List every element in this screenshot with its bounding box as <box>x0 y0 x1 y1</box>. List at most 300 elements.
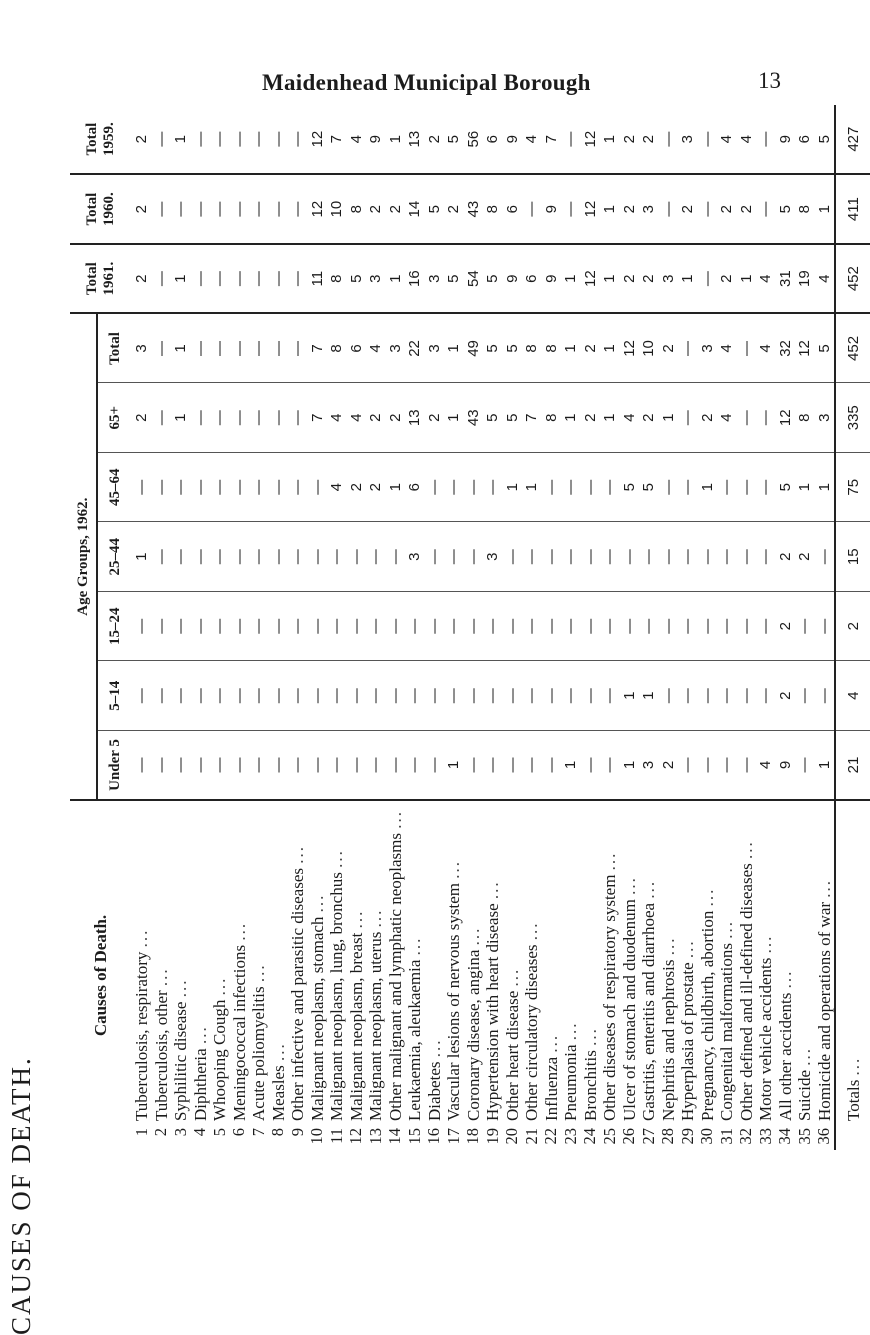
value-cell: 4 <box>737 105 757 175</box>
row-number: 21 <box>521 1128 541 1145</box>
row-number: 31 <box>716 1128 736 1145</box>
value-cell: — <box>756 383 776 453</box>
value-cell: 4 <box>756 730 776 800</box>
value-cell: — <box>249 105 269 175</box>
table-row <box>405 105 425 1150</box>
value-cell: — <box>366 522 386 592</box>
value-cell: — <box>659 591 679 661</box>
total-value-cell: 335 <box>835 383 870 453</box>
cause-cell <box>210 800 230 1124</box>
cause-label: Bronchitis <box>580 1050 600 1121</box>
table-row <box>756 105 776 1150</box>
value-cell: — <box>620 591 640 661</box>
table-row <box>542 105 562 1150</box>
value-cell: 5 <box>503 383 523 453</box>
table-row <box>659 105 679 1150</box>
value-cell: — <box>308 661 328 731</box>
value-cell: — <box>132 661 152 731</box>
value-cell: 4 <box>717 383 737 453</box>
value-cell: 6 <box>347 313 367 383</box>
value-cell: 8 <box>327 244 347 314</box>
value-cell: 3 <box>659 244 679 314</box>
cause-label: Malignant neoplasm, stomach <box>307 916 327 1121</box>
value-cell: 1 <box>737 244 757 314</box>
row-number: 17 <box>443 1128 463 1145</box>
row-number: 24 <box>580 1128 599 1145</box>
row-number: 12 <box>346 1128 365 1145</box>
value-cell: — <box>249 383 269 453</box>
value-cell: — <box>191 661 211 731</box>
value-cell: — <box>561 522 581 592</box>
row-number: 34 <box>775 1128 794 1145</box>
cause-label: Tuberculosis, respiratory <box>132 951 152 1121</box>
row-number: 10 <box>307 1128 326 1145</box>
value-cell: 9 <box>776 730 796 800</box>
table-row <box>737 105 757 1150</box>
value-cell: — <box>425 452 445 522</box>
value-cell: — <box>230 105 250 175</box>
value-cell: 49 <box>464 313 484 383</box>
value-cell: — <box>756 105 776 175</box>
value-cell: 2 <box>698 383 718 453</box>
value-cell: — <box>132 730 152 800</box>
value-cell: 9 <box>366 105 386 175</box>
value-cell: 12 <box>581 244 601 314</box>
value-cell: — <box>249 452 269 522</box>
value-cell: — <box>269 591 289 661</box>
totals-spacer <box>835 1124 870 1150</box>
cause-cell <box>308 800 328 1124</box>
value-cell: 2 <box>132 383 152 453</box>
value-cell: — <box>542 661 562 731</box>
value-cell: 11 <box>308 244 328 314</box>
row-number: 2 <box>151 1128 170 1137</box>
value-cell: 2 <box>737 174 757 244</box>
value-cell: 19 <box>795 244 815 314</box>
value-cell: — <box>717 730 737 800</box>
value-cell: 2 <box>366 452 386 522</box>
cause-label: Ulcer of stomach and duodenum <box>619 899 639 1121</box>
value-cell: 9 <box>503 244 523 314</box>
value-cell: — <box>249 730 269 800</box>
leader-dots: ... <box>522 921 542 941</box>
leader-dots: ... <box>229 921 249 941</box>
value-cell: — <box>444 661 464 731</box>
cause-cell <box>542 800 562 1124</box>
value-cell: — <box>581 730 601 800</box>
value-cell: — <box>542 730 562 800</box>
leader-dots: ... <box>405 936 425 956</box>
value-cell: — <box>171 661 191 731</box>
value-cell: — <box>249 174 269 244</box>
value-cell: — <box>737 383 757 453</box>
row-number: 30 <box>697 1128 716 1145</box>
leader-dots: ... <box>483 880 503 900</box>
leader-dots: ... <box>385 810 405 829</box>
value-cell: — <box>561 452 581 522</box>
value-cell: 1 <box>600 244 620 314</box>
value-cell: — <box>561 591 581 661</box>
value-cell: — <box>152 661 172 731</box>
total-value-cell: 452 <box>835 313 870 383</box>
value-cell: 7 <box>522 383 542 453</box>
table-row <box>308 105 328 1150</box>
value-cell: — <box>249 591 269 661</box>
value-cell: 1 <box>620 730 640 800</box>
value-cell: 2 <box>776 522 796 592</box>
value-cell: — <box>659 105 679 175</box>
cause-cell <box>815 800 836 1124</box>
value-cell: — <box>483 661 503 731</box>
value-cell: — <box>171 591 191 661</box>
cause-cell <box>717 800 737 1124</box>
leader-dots: ... <box>775 969 795 989</box>
leader-dots: ... <box>327 849 347 868</box>
header-15-24: 15–24 <box>97 591 132 661</box>
value-cell: 2 <box>639 105 659 175</box>
value-cell: — <box>366 661 386 731</box>
cause-cell <box>737 800 757 1124</box>
value-cell: — <box>210 661 230 731</box>
value-cell: 1 <box>620 661 640 731</box>
value-cell: — <box>659 452 679 522</box>
cause-label: Hyperplasia of prostate <box>678 962 698 1121</box>
value-cell: — <box>288 591 308 661</box>
value-cell: 7 <box>327 105 347 175</box>
value-cell: — <box>405 591 425 661</box>
value-cell: — <box>152 730 172 800</box>
cause-cell <box>483 800 503 1124</box>
value-cell: 2 <box>347 452 367 522</box>
value-cell: 13 <box>405 105 425 175</box>
cause-label: Malignant neoplasm, lung, bronchus <box>327 872 347 1121</box>
value-cell: 4 <box>366 313 386 383</box>
value-cell: 2 <box>366 383 386 453</box>
value-cell: 5 <box>483 383 503 453</box>
header-under-5: Under 5 <box>97 730 132 800</box>
value-cell: — <box>698 105 718 175</box>
value-cell: 1 <box>815 730 836 800</box>
value-cell: 5 <box>444 105 464 175</box>
table-row <box>717 105 737 1150</box>
value-cell: 3 <box>425 313 445 383</box>
leader-dots: ... <box>756 934 776 954</box>
value-cell: 1 <box>386 452 406 522</box>
value-cell: — <box>698 522 718 592</box>
value-cell: — <box>678 591 698 661</box>
leader-dots: ... <box>307 893 327 913</box>
value-cell: — <box>756 452 776 522</box>
header-age-groups: Age Groups, 1962. <box>70 313 97 800</box>
value-cell: — <box>249 661 269 731</box>
leader-dots: ... <box>502 967 522 987</box>
total-value-cell: 411 <box>835 174 870 244</box>
leader-dots: ... <box>843 1056 863 1076</box>
table-row <box>600 105 620 1150</box>
value-cell: — <box>171 174 191 244</box>
value-cell: 56 <box>464 105 484 175</box>
value-cell: — <box>600 452 620 522</box>
value-cell: — <box>152 522 172 592</box>
value-cell: — <box>600 661 620 731</box>
row-number: 29 <box>677 1128 697 1145</box>
value-cell: 9 <box>542 174 562 244</box>
value-cell: 3 <box>639 730 659 800</box>
value-cell: — <box>152 591 172 661</box>
value-cell: 6 <box>483 105 503 175</box>
header-total-1959: Total 1959. <box>70 105 132 175</box>
value-cell: — <box>581 452 601 522</box>
value-cell: — <box>464 730 484 800</box>
value-cell: — <box>132 452 152 522</box>
value-cell: 2 <box>639 383 659 453</box>
value-cell: 3 <box>386 313 406 383</box>
value-cell: — <box>308 522 328 592</box>
value-cell: — <box>386 661 406 731</box>
value-cell: 7 <box>308 383 328 453</box>
value-cell: — <box>210 383 230 453</box>
value-cell: — <box>795 730 815 800</box>
leader-dots: ... <box>288 844 308 864</box>
value-cell: — <box>483 452 503 522</box>
leader-dots: ... <box>346 909 366 929</box>
leader-dots: ... <box>190 1025 210 1045</box>
value-cell: — <box>600 522 620 592</box>
value-cell: 6 <box>795 105 815 175</box>
value-cell: — <box>717 591 737 661</box>
table-row <box>425 105 445 1150</box>
value-cell: — <box>308 452 328 522</box>
value-cell: — <box>210 313 230 383</box>
row-number: 14 <box>385 1128 404 1145</box>
value-cell: 14 <box>405 174 425 244</box>
value-cell: — <box>347 522 367 592</box>
header-5-14: 5–14 <box>97 661 132 731</box>
cause-label: Other defined and ill-defined diseases <box>736 863 756 1121</box>
value-cell: — <box>191 591 211 661</box>
value-cell: 5 <box>347 244 367 314</box>
value-cell: — <box>171 730 191 800</box>
value-cell: — <box>678 383 698 453</box>
value-cell: 1 <box>444 730 464 800</box>
table-row <box>152 105 172 1150</box>
value-cell: — <box>191 522 211 592</box>
leader-dots: ... <box>541 1033 561 1053</box>
table-row <box>815 105 836 1150</box>
value-cell: — <box>405 661 425 731</box>
table-row <box>191 105 211 1150</box>
value-cell: — <box>600 730 620 800</box>
cause-cell <box>639 800 659 1124</box>
cause-label: Influenza <box>541 1056 561 1121</box>
value-cell: — <box>171 452 191 522</box>
value-cell: 5 <box>620 452 640 522</box>
value-cell: — <box>483 591 503 661</box>
header-total-1960: Total 1960. <box>70 174 132 244</box>
value-cell: 5 <box>815 313 836 383</box>
cause-cell <box>405 800 425 1124</box>
header-65-plus: 65+ <box>97 383 132 453</box>
causes-of-death-table <box>70 105 863 1150</box>
totals-cell <box>835 800 870 1124</box>
row-number: 9 <box>287 1128 307 1137</box>
leader-dots: ... <box>561 1021 581 1041</box>
table-row <box>132 105 152 1150</box>
page-header-title: Maidenhead Municipal Borough <box>262 70 591 95</box>
table-row <box>483 105 503 1150</box>
table-row <box>386 105 406 1150</box>
value-cell: — <box>288 452 308 522</box>
value-cell: — <box>210 522 230 592</box>
value-cell: 2 <box>132 174 152 244</box>
row-number: 27 <box>638 1128 658 1145</box>
table-row <box>620 105 640 1150</box>
cause-label: Nephritis and nephrosis <box>658 959 678 1121</box>
row-number: 8 <box>268 1128 287 1137</box>
value-cell: 9 <box>542 244 562 314</box>
header-total-1961: Total 1961. <box>70 244 132 314</box>
value-cell: — <box>698 174 718 244</box>
value-cell: 1 <box>386 244 406 314</box>
value-cell: 2 <box>795 522 815 592</box>
side-title: CAUSES OF DEATH. <box>6 1056 36 1335</box>
cause-label: Malignant neoplasm, uterus <box>366 931 386 1121</box>
value-cell: 8 <box>542 313 562 383</box>
value-cell: — <box>737 661 757 731</box>
value-cell: — <box>230 661 250 731</box>
value-cell: 10 <box>639 313 659 383</box>
leader-dots: ... <box>171 978 191 998</box>
value-cell: — <box>620 522 640 592</box>
value-cell: 1 <box>639 661 659 731</box>
value-cell: 12 <box>795 313 815 383</box>
value-cell: — <box>191 383 211 453</box>
value-cell: 1 <box>444 383 464 453</box>
value-cell: 2 <box>620 174 640 244</box>
table-row <box>171 105 191 1150</box>
row-number: 23 <box>560 1128 580 1145</box>
table-row <box>795 105 815 1150</box>
value-cell: — <box>269 313 289 383</box>
value-cell: — <box>327 522 347 592</box>
table-row <box>581 105 601 1150</box>
value-cell: 12 <box>581 174 601 244</box>
cause-label: Diphtheria <box>190 1048 210 1121</box>
value-cell: 5 <box>503 313 523 383</box>
value-cell: — <box>503 591 523 661</box>
cause-label: Pregnancy, childbirth, abortion <box>697 910 717 1121</box>
value-cell: — <box>659 174 679 244</box>
value-cell: — <box>327 730 347 800</box>
cause-label: Malignant neoplasm, breast <box>346 932 366 1121</box>
value-cell: — <box>425 661 445 731</box>
value-cell: 6 <box>522 244 542 314</box>
row-number: 3 <box>170 1128 190 1137</box>
cause-cell <box>191 800 211 1124</box>
cause-cell <box>659 800 679 1124</box>
total-value-cell: 15 <box>835 522 870 592</box>
value-cell: 1 <box>600 105 620 175</box>
cause-cell <box>132 800 152 1124</box>
value-cell: 1 <box>132 522 152 592</box>
value-cell: 3 <box>132 313 152 383</box>
leader-dots: ... <box>697 887 717 907</box>
cause-label: Other malignant and lymphatic neoplasms <box>385 833 405 1121</box>
value-cell: — <box>581 522 601 592</box>
value-cell: — <box>210 452 230 522</box>
value-cell: — <box>230 383 250 453</box>
cause-cell <box>756 800 776 1124</box>
value-cell: 3 <box>698 313 718 383</box>
value-cell: 8 <box>347 174 367 244</box>
leader-dots: ... <box>814 878 834 898</box>
cause-label: Diabetes <box>424 1061 444 1121</box>
value-cell: — <box>308 730 328 800</box>
value-cell: 22 <box>405 313 425 383</box>
table-row <box>698 105 718 1150</box>
value-cell: — <box>347 591 367 661</box>
value-cell: — <box>191 730 211 800</box>
value-cell: 12 <box>581 105 601 175</box>
value-cell: — <box>815 591 836 661</box>
cause-label: Other infective and parasitic diseases <box>288 867 308 1121</box>
table-row <box>678 105 698 1150</box>
value-cell: 1 <box>600 383 620 453</box>
value-cell: 2 <box>717 244 737 314</box>
value-cell: 4 <box>327 452 347 522</box>
value-cell: 5 <box>444 244 464 314</box>
value-cell: — <box>737 591 757 661</box>
cause-label: Gastritis, enteritis and diarrhoea <box>639 902 659 1121</box>
value-cell: 4 <box>815 244 836 314</box>
value-cell: — <box>795 661 815 731</box>
row-number: 25 <box>599 1128 619 1145</box>
value-cell: 2 <box>776 591 796 661</box>
cause-label: Pneumonia <box>561 1044 581 1121</box>
cause-cell <box>620 800 640 1124</box>
value-cell: — <box>522 174 542 244</box>
leader-dots: ... <box>249 963 269 983</box>
value-cell: — <box>152 244 172 314</box>
leader-dots: ... <box>210 976 230 996</box>
value-cell: 1 <box>503 452 523 522</box>
value-cell: — <box>522 730 542 800</box>
value-cell: — <box>678 522 698 592</box>
value-cell: — <box>288 174 308 244</box>
cause-cell <box>288 800 308 1124</box>
cause-cell <box>269 800 289 1124</box>
leader-dots: ... <box>366 908 386 928</box>
value-cell: — <box>230 452 250 522</box>
value-cell: — <box>405 730 425 800</box>
value-cell: — <box>444 522 464 592</box>
value-cell: 3 <box>366 244 386 314</box>
value-cell: — <box>288 730 308 800</box>
value-cell: — <box>288 313 308 383</box>
row-number: 18 <box>463 1128 482 1145</box>
value-cell: — <box>542 452 562 522</box>
leader-dots: ... <box>424 1038 444 1058</box>
value-cell: — <box>288 244 308 314</box>
value-cell: — <box>230 591 250 661</box>
value-cell: — <box>581 661 601 731</box>
value-cell: — <box>152 383 172 453</box>
cause-label: Whooping Cough <box>210 999 230 1121</box>
value-cell: — <box>815 522 836 592</box>
value-cell: — <box>522 591 542 661</box>
value-cell: 2 <box>425 105 445 175</box>
cause-label: Acute poliomyelitis <box>249 986 269 1121</box>
